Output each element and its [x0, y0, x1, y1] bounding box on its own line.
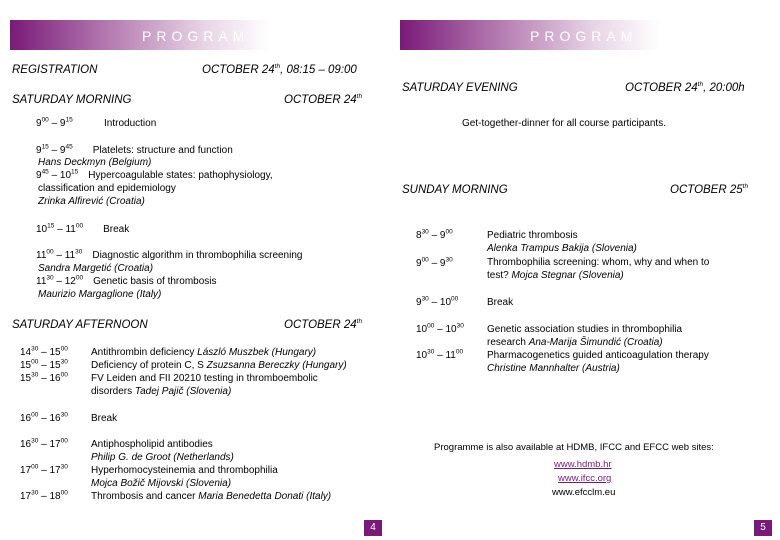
list-item: $10^{15} - 11^{00}$ Break: [36, 222, 130, 235]
saturday-morning-date: OCTOBER 24th: [284, 93, 363, 106]
page-number: 4: [364, 520, 382, 536]
right-page: [390, 0, 780, 540]
session-title: Hyperhomocysteinemia and thrombophilia: [91, 465, 278, 476]
link-hdmb[interactable]: www.hdmb.hr: [554, 459, 612, 470]
registration-date: OCTOBER 24th, 08:15 – 09:00: [202, 63, 357, 76]
list-item: $9^{15} - 9^{45}$ Platelets: structure and function: [36, 143, 233, 156]
list-item: $15^{00} - 15^{30}$: [20, 358, 68, 371]
session-title: Introduction: [104, 118, 157, 129]
saturday-afternoon-date: OCTOBER 24th: [284, 318, 363, 331]
list-item: $16^{30} - 17^{00}$: [20, 437, 68, 450]
session-title-cont: test? Mojca Stegnar (Slovenia): [487, 270, 624, 281]
right-header-bar: [400, 20, 660, 50]
saturday-morning-label: SATURDAY MORNING: [12, 94, 132, 106]
speaker: Alenka Trampus Bakija (Slovenia): [487, 243, 637, 254]
page-number: 5: [754, 520, 772, 536]
session-title: Break: [487, 297, 514, 308]
speaker: Sandra Margetić (Croatia): [38, 263, 154, 274]
speaker: Mojca Božič Mijovski (Slovenia): [91, 478, 232, 489]
saturday-evening-label: SATURDAY EVENING: [402, 82, 518, 94]
link-ifcc[interactable]: www.ifcc.org: [558, 473, 612, 484]
sunday-morning-date: OCTOBER 25th: [670, 183, 749, 196]
session-title: Antiphospholipid antibodies: [91, 439, 213, 450]
list-item: $17^{00} - 17^{30}$: [20, 463, 68, 476]
list-item: $10^{30} - 11^{00}$: [416, 348, 464, 361]
speaker: Christine Mannhalter (Austria): [487, 363, 620, 374]
evening-text: Get-together-dinner for all course participants.: [462, 118, 666, 129]
list-item: $16^{00} - 16^{30}$: [20, 411, 68, 424]
left-header-bar: [10, 20, 270, 50]
speaker: Hans Deckmyn (Belgium): [38, 157, 152, 168]
link-efcc[interactable]: www.efcclm.eu: [552, 487, 616, 498]
session-title-cont: research Ana-Marija Šimundić (Croatia): [487, 337, 663, 348]
right-header-title: PROGRAM: [530, 28, 638, 44]
list-item: $17^{30} - 18^{00}$: [20, 489, 68, 502]
session-title: Thrombophilia screening: whom, why and when to: [487, 257, 710, 268]
list-item: $14^{30} - 15^{00}$: [20, 345, 68, 358]
list-item: $9^{00} - 9^{30}$: [416, 256, 453, 269]
session-title: FV Leiden and FII 20210 testing in thromboembolic: [91, 373, 318, 384]
saturday-afternoon-label: SATURDAY AFTERNOON: [12, 319, 148, 331]
list-item: $15^{30} - 16^{00}$: [20, 371, 68, 384]
session-title: Pharmacogenetics guided anticoagulation therapy: [487, 350, 709, 361]
list-item: $11^{00} - 11^{30}$ Diagnostic algorithm in thrombophilia screening: [36, 248, 303, 261]
speaker: Zrinka Alfirević (Croatia): [38, 196, 145, 207]
left-header-title: PROGRAM: [142, 28, 250, 44]
list-item: $10^{00} - 10^{30}$: [416, 322, 464, 335]
speaker: Philip G. de Groot (Netherlands): [91, 452, 234, 463]
speaker: Maurizio Margaglione (Italy): [38, 289, 162, 300]
session-title: Deficiency of protein C, S Zsuzsanna Bereczky (Hungary): [91, 360, 347, 371]
web-note: Programme is also available at HDMB, IFCC and EFCC web sites:: [434, 442, 714, 453]
session-title: Genetic association studies in thrombophilia: [487, 324, 683, 335]
list-item: $9^{45} - 10^{15}$ Hypercoagulable states: pathophysiology,: [36, 168, 273, 181]
session-title-cont: disorders Tadej Pajič (Slovenia): [91, 386, 232, 397]
registration-label: REGISTRATION: [12, 64, 98, 76]
saturday-evening-date: OCTOBER 24th, 20:00h: [625, 81, 745, 94]
session-title-cont: classification and epidemiology: [38, 183, 176, 194]
sunday-morning-label: SUNDAY MORNING: [402, 184, 508, 196]
session-title: Pediatric thrombosis: [487, 230, 578, 241]
list-item: $9^{30} - 10^{00}$: [416, 295, 459, 308]
session-title: Break: [91, 413, 118, 424]
list-item: $9^{00} - 9^{15}$: [36, 116, 73, 129]
list-item: $11^{30} - 12^{00}$ Genetic basis of thrombosis: [36, 274, 217, 287]
list-item: $8^{30} - 9^{00}$: [416, 228, 453, 241]
session-title: Thrombosis and cancer Maria Benedetta Donati (Italy): [91, 491, 332, 502]
session-title: Antithrombin deficiency László Muszbek (Hungary): [91, 347, 317, 358]
